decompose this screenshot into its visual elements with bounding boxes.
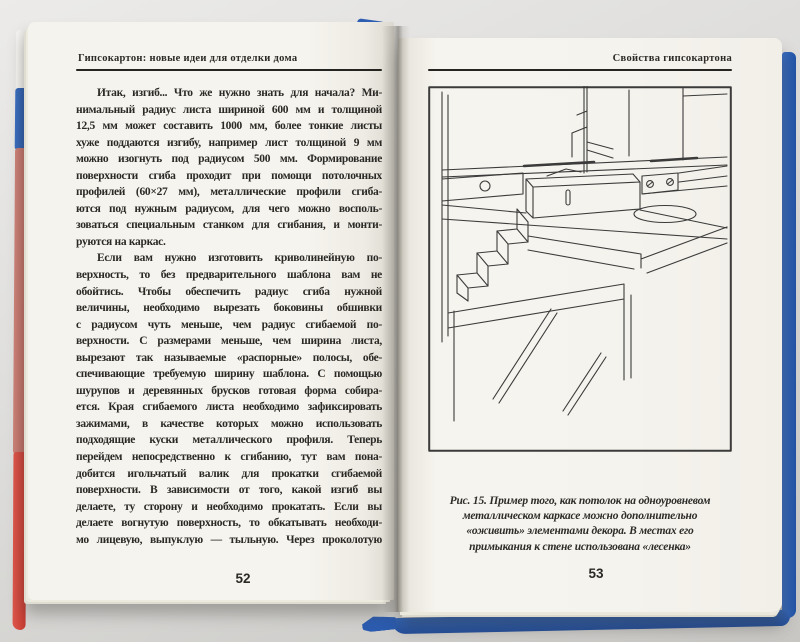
hanger-rod <box>584 86 587 173</box>
text-line: Если вам нужно изготовить криволинейную по- <box>97 252 382 265</box>
left-profile-band <box>442 173 523 201</box>
text-line: можно изогнуть под радиусом 500 мм. Формирование <box>76 153 382 166</box>
text-line: делаете вогнутую поверхность, то обкатывать необходи- <box>76 517 382 530</box>
cover-blue-bottom-edge <box>392 610 790 634</box>
cover-blue-corner <box>361 614 396 632</box>
central-profile-box <box>526 174 640 218</box>
text-line: мо лицевую, выпуклую — тыльную. Через проколотую <box>76 533 382 546</box>
figure-15-illustration <box>428 86 732 452</box>
right-running-header: Свойства гипсокартона <box>612 53 732 64</box>
cover-edge-blue-strip <box>15 88 28 150</box>
text-line: профилей (60×27 мм), металлические профили сгиба- <box>76 186 382 199</box>
text-line: нимальный радиус листа шириной 600 мм и толщиной <box>76 103 382 116</box>
right-page <box>398 38 782 612</box>
text-line: Итак, изгиб... Что же нужно знать для начала? Ми- <box>97 87 382 99</box>
cover-edge-white-strip <box>16 30 28 90</box>
profile-slot <box>566 190 570 205</box>
left-header-rule <box>76 69 382 71</box>
left-page <box>28 22 394 600</box>
text-line: величины, необходимо вырезать боковины обшивки <box>76 302 382 315</box>
caption-line: примыкания к стене использована «лесенка» <box>469 540 691 553</box>
text-line: руются на каркас. <box>76 235 166 248</box>
caption-line: Рис. 15. Пример того, как потолок на одноуровневом <box>449 495 711 507</box>
left-running-header: Гипсокартон: новые идеи для отделки дома <box>78 53 298 64</box>
fascia-upper-band <box>528 227 727 273</box>
hanger-bracket <box>572 111 613 158</box>
caption-line: «оживить» элементами декора. В местах его <box>466 525 694 538</box>
screw-slot <box>648 182 653 186</box>
cover-blue-right-edge <box>782 52 796 618</box>
text-line: делаете, ту сторону и необходимо прокатать. Если вы <box>76 500 382 513</box>
text-line: вырезают так называемые «распорные» полосы, обе- <box>76 351 382 364</box>
figure-caption <box>412 494 748 555</box>
cover-edge-red-strip-bottom <box>13 452 27 630</box>
ceiling-frame-drawing <box>428 86 732 452</box>
text-line: обойтись. Чтобы обеспечить радиус сгиба нужной <box>76 285 382 298</box>
text-line: зажимами, в качестве которых можно использовать <box>76 417 382 430</box>
text-line: спечивающие требуемую ширину шаблона. С помощью <box>76 368 382 381</box>
right-page-number: 53 <box>588 566 604 581</box>
wall-hatching <box>493 309 606 415</box>
text-line: с радиусом чуть меньше, чем радиус сгибаемой по- <box>76 318 382 331</box>
text-line: добится игольчатый валик для прокатки сгибаемой <box>76 467 382 480</box>
caption-line: металлическом каркасе можно дополнительно <box>462 510 698 523</box>
wall-corner-lines <box>442 92 448 342</box>
right-profile-bands <box>642 166 727 194</box>
screw-slot <box>668 180 673 184</box>
body-text <box>76 85 382 548</box>
wall-seams <box>629 88 727 160</box>
right-header-rule <box>428 69 732 71</box>
text-line: хуже поддаются изгибу, например лист толщиной 9 мм <box>76 136 382 149</box>
text-line: ется. Края сгибаемого листа необходимо зафиксировать <box>76 401 382 414</box>
text-line: поверхности. В зависимости от того, какой изгиб вы <box>76 484 382 497</box>
text-line: верхности. С размерами меньше, чем ширина листа, <box>76 335 382 348</box>
text-line: зоваться специальным станком для сгибания, и монти- <box>76 219 382 232</box>
left-page-number: 52 <box>235 571 251 586</box>
text-line: верхность, то без предварительного шаблона вам не <box>76 269 382 282</box>
text-line: 12,5 мм может составить 1000 мм, более тонкие листы <box>76 120 382 133</box>
text-line: подходящие куски металлического профиля. Теперь <box>76 434 382 447</box>
profile-hole <box>480 181 490 191</box>
upper-plane-edges <box>442 205 727 239</box>
text-line: перейдем непосредственно к сгибанию, тут вам пона- <box>76 451 382 464</box>
cover-edge-red-strip <box>13 148 27 454</box>
text-line: шурупов и деревянных брусков готовая форма собира- <box>76 384 382 397</box>
text-line: поверхности сгиба проходит при помощи потолочных <box>76 169 382 182</box>
text-line: ются под нужным радиусом, для чего можно восполь- <box>76 202 382 215</box>
fascia-lower-band <box>448 284 631 380</box>
